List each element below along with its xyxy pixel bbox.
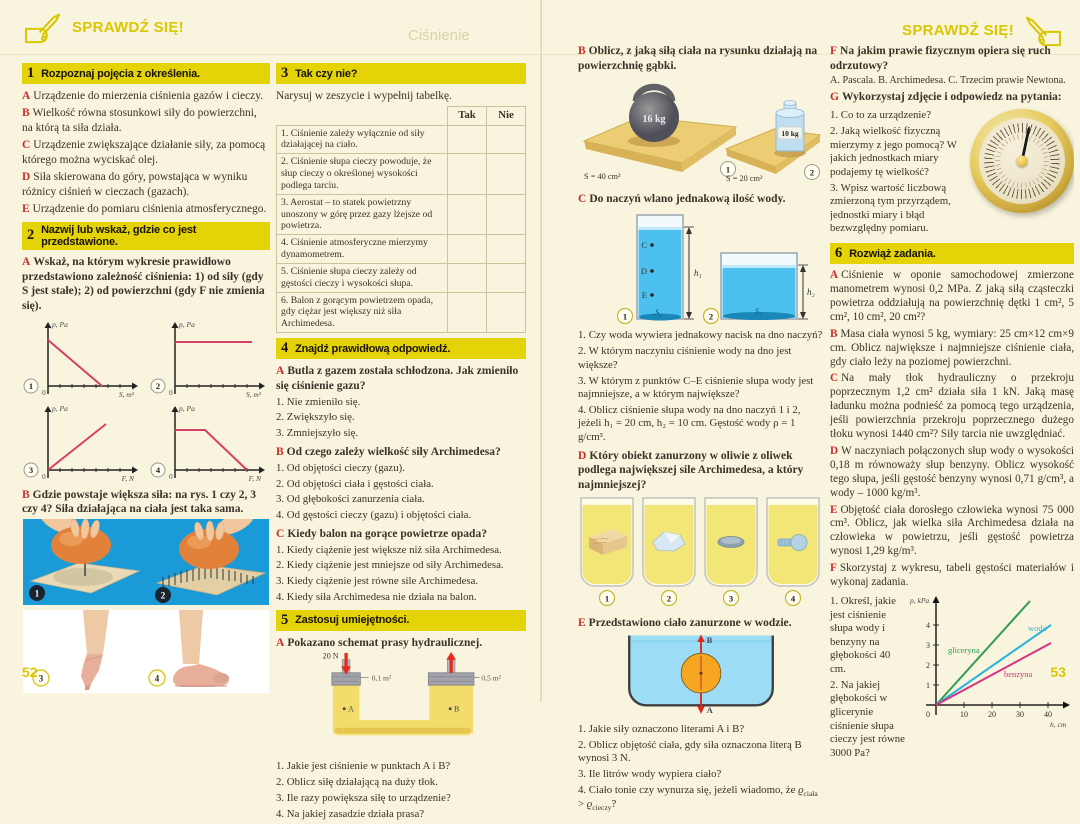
weights-on-sponges-figure (578, 75, 824, 183)
svg-text:4: 4 (790, 593, 796, 604)
definition-item: B Wielkość równa stosunkowi siły do powierzchni, na którą ta siła działa. (22, 107, 257, 134)
yes-cell (448, 194, 487, 234)
exercise-item: D W naczyniach połączonych słup wody o wysokości 0,18 m równoważy słup benzyny. Oblicz wysokość tego słupa, jeśli gęstość benzyny wynosi 0,71 g/cm³, a wody – 1000 kg/m³. (830, 444, 1074, 499)
table-row (277, 125, 526, 154)
svg-text:E: E (641, 290, 647, 301)
page-number-left: 52 (22, 664, 38, 680)
section-6-header (830, 243, 1074, 264)
exercise-item: B Masa ciała wynosi 5 kg, wymiary: 25 cm×12 cm×9 cm. Oblicz największe i najmniejsze ciśnienie ciała, gdy ciało leży na poziomej powierzchni. (830, 327, 1074, 368)
svg-text:10: 10 (960, 709, 968, 719)
check-yourself-badge-left (22, 10, 184, 44)
svg-text:20: 20 (988, 709, 996, 719)
section-number: 5 (281, 611, 289, 628)
question-item: 2. W którym naczyniu ciśnienie wody na dno jest większe? (578, 345, 792, 371)
task-question: F Na jakim prawie fizycznym opiera się ruch odrzutowy? (830, 45, 1051, 72)
ballet-feet-photo (22, 610, 270, 693)
yes-cell (448, 154, 487, 194)
svg-text:20 N: 20 N (322, 652, 339, 661)
barometer-face (979, 118, 1065, 204)
svg-text:1: 1 (926, 680, 930, 690)
question-item: 1. Jakie jest ciśnienie w punktach A i B? (276, 760, 451, 773)
no-cell (487, 263, 526, 292)
task-question: B Oblicz, z jaką siłą ciała na rysunku działają na powierzchnię gąbki. (578, 45, 818, 72)
quiz-option: 2. Kiedy ciążenie jest mniejsze od siły Archimedesa. (276, 559, 504, 572)
svg-text:1: 1 (622, 311, 628, 322)
svg-text:1: 1 (604, 593, 610, 604)
quiz-option: 2. Od objętości ciała i gęstości ciała. (276, 477, 434, 490)
section-3-header (276, 63, 526, 84)
section-2-header (22, 222, 270, 250)
pressure-graphs-figure (22, 316, 270, 484)
svg-text:3: 3 (28, 464, 34, 475)
objects-in-olive-oil-figure (578, 495, 824, 607)
column-3 (578, 44, 824, 815)
exercise-item: C Na mały tłok hydrauliczny o przekroju poprzecznym 1,2 cm² działa siła 1 kN. Jaką masę ładunku można podnieść za pomocą tego urządzenia, jeśli powierzchnia przekroju poprzecznego dużego tłoku wynosi 1440 cm²? Siły tarcia nie uwzględniać. (830, 372, 1074, 441)
column-4 (830, 44, 1074, 763)
section-title: Nazwij lub wskaż, gdzie co jest przedstawione. (41, 223, 197, 248)
column-2 (276, 58, 526, 824)
svg-text:S₁: S₁ (655, 308, 662, 318)
statement-cell: 6. Balon z gorącym powietrzem opada, gdy ciężar jest większy niż siła Archimedesa. (277, 292, 448, 332)
answer-options: A. Pascala. B. Archimedesa. C. Trzecim prawie Newtona. (830, 75, 1066, 87)
svg-text:2: 2 (809, 167, 815, 178)
question-item: 3. W którym z punktów C–E ciśnienie słupa wody jest najmniejsze, a w którym największe? (578, 374, 814, 401)
section-title: Tak czy nie? (295, 67, 358, 80)
statement-cell: 3. Aerostat – to statek powietrzny unoszony w górę przez gazy lżejsze od powietrza. (277, 194, 448, 234)
table-corner (277, 107, 448, 125)
no-cell (487, 194, 526, 234)
svg-text:h₁: h₁ (694, 268, 702, 279)
submerged-body-figure (616, 633, 786, 721)
exercise-item: F Skorzystaj z wykresu, tabeli gęstości materiałów i wykonaj zadania. (830, 562, 1074, 588)
question-item: 1. Jakie siły oznaczono literami A i B? (578, 722, 745, 735)
question-item: 3. Wpisz wartość liczbową zmierzoną tym przyrządem, jednostki miary i błąd bezwzględny pomiaru. (830, 181, 951, 235)
page-number-right: 53 (1050, 664, 1066, 680)
question-item: 2. Oblicz siłę działającą na duży tłok. (276, 776, 438, 789)
svg-text:p, Pa: p, Pa (52, 319, 68, 329)
graph-2 (149, 316, 267, 400)
svg-text:p, Pa: p, Pa (179, 403, 195, 413)
graph-4 (149, 400, 267, 484)
barometer-photo (970, 109, 1074, 213)
svg-text:2: 2 (160, 590, 166, 601)
svg-text:3: 3 (38, 673, 44, 684)
task-question: G Wykorzystaj zdjęcie i odpowiedz na pytania: (830, 91, 1062, 104)
quiz-option: 1. Od objętości cieczy (gazu). (276, 461, 405, 474)
svg-text:40: 40 (1044, 709, 1052, 719)
svg-text:A: A (348, 704, 354, 714)
task-question: D Który obiekt zanurzony w oliwie z oliwek podlega największej sile Archimedesa, a który najmniejszej? (578, 449, 804, 492)
exercise-item: A Ciśnienie w oponie samochodowej zmierzone manometrem wynosi 0,2 MPa. Z jaką siłą cząsteczki powietrza oddziałują na powierzchnię dętki 1 cm², 5 cm², 10 cm², 20 cm²? (830, 269, 1074, 323)
section-number: 1 (27, 65, 35, 81)
svg-text:benzyna: benzyna (1004, 668, 1033, 679)
no-cell (487, 154, 526, 194)
column-1 (22, 58, 270, 698)
svg-text:S = 40 cm²: S = 40 cm² (584, 172, 621, 182)
column-header-yes: Tak (448, 107, 487, 125)
svg-text:S = 20 cm²: S = 20 cm² (726, 174, 763, 184)
section-5-header (276, 610, 526, 631)
question-item: 2. Oblicz objętość ciała, gdy siła oznaczona literą B wynosi 3 N. (578, 738, 802, 765)
quiz-option: 3. Od głębokości zanurzenia ciała. (276, 493, 425, 506)
writing-hand-icon (22, 10, 64, 44)
section-1-header (22, 63, 270, 84)
barometer-block (830, 107, 1074, 238)
svg-text:0: 0 (42, 387, 46, 397)
table-row (277, 154, 526, 194)
svg-text:woda: woda (1028, 622, 1047, 633)
badge-label: SPRAWDŹ SIĘ! (72, 18, 184, 36)
svg-text:F, N: F, N (121, 473, 134, 483)
svg-text:p, Pa: p, Pa (179, 319, 195, 329)
svg-text:2: 2 (155, 380, 161, 391)
section-title: Zastosuj umiejętności. (295, 614, 410, 627)
quiz-option: 2. Zwiększyło się. (276, 411, 355, 424)
chart-questions (830, 593, 906, 763)
section-title: Rozpoznaj pojęcia z określenia. (41, 67, 200, 80)
hydraulic-press-diagram (285, 652, 517, 758)
svg-text:gliceryna: gliceryna (948, 644, 980, 655)
yes-cell (448, 292, 487, 332)
yes-cell (448, 235, 487, 264)
question-item: 4. Na jakiej zasadzie działa prasa? (276, 807, 425, 820)
pressure-depth-chart-block (830, 593, 1074, 763)
exercise-item: E Objętość ciała dorosłego człowieka wynosi 75 000 cm³. Oblicz, jak wielka siła Archimedesa działa na człowieka w powietrzu, jeśli gęstość powietrza wynosi 1,29 kg/m³. (830, 503, 1074, 558)
svg-text:h, cm: h, cm (1050, 719, 1067, 729)
question-item: 2. Jaką wielkość fizyczną mierzymy z jego pomocą? W jakich jednostkach miary podajemy tę wielkość? (830, 125, 957, 178)
yes-no-table (276, 106, 526, 333)
quiz-option: 1. Nie zmieniło się. (276, 395, 361, 408)
no-cell (487, 235, 526, 264)
column-header-no: Nie (487, 107, 526, 125)
quiz-option: 4. Od gęstości cieczy (gazu) i objętości ciała. (276, 509, 472, 522)
svg-text:0: 0 (169, 387, 173, 397)
table-row (277, 235, 526, 264)
svg-text:10 kg: 10 kg (781, 129, 799, 139)
section-title: Rozwiąż zadania. (849, 247, 936, 260)
svg-text:1: 1 (34, 588, 40, 599)
question-item: 3. Ile razy powiększa siłę to urządzenie? (276, 792, 451, 805)
svg-text:F, N: F, N (248, 473, 261, 483)
svg-text:2: 2 (666, 593, 672, 604)
writing-hand-icon (1022, 13, 1064, 47)
task-question: A Wskaż, na którym wykresie prawidłowo przedstawiono zależność ciśnienia: 1) od siły (gdy S jest stałe); 2) od powierzchni (gdy F nie zmienia się). (22, 255, 265, 313)
svg-text:0: 0 (926, 709, 930, 719)
question-item: 1. Określ, jakie jest ciśnienie słupa wody i benzyny na głębokości 40 cm. (830, 595, 896, 675)
section-title: Znajdź prawidłową odpowiedź. (295, 342, 451, 355)
svg-text:S₂: S₂ (755, 307, 762, 317)
definition-item: A Urządzenie do mierzenia ciśnienia gazów i cieczy. (22, 90, 264, 102)
graph-3 (22, 400, 140, 484)
svg-text:S, m²: S, m² (118, 389, 134, 399)
badge-label: SPRAWDŹ SIĘ! (902, 21, 1014, 39)
svg-text:0,1 m²: 0,1 m² (371, 673, 392, 683)
question-item: 2. Na jakiej głębokości w glicerynie ciśnienie słupa cieczy jest równe 3000 Pa? (830, 678, 905, 759)
barometer-hub (1017, 156, 1028, 167)
svg-text:1: 1 (28, 380, 34, 391)
svg-text:4: 4 (926, 620, 930, 630)
task-question: B Gdzie powstaje większa siła: na rys. 1 czy 2, 3 czy 4? Siła działająca na ciała jest taka sama. (22, 488, 256, 516)
section-number: 4 (281, 340, 289, 357)
check-yourself-badge-right (902, 13, 1064, 47)
svg-text:3: 3 (926, 640, 930, 650)
quiz-question: C Kiedy balon na gorące powietrze opada? (276, 527, 487, 540)
svg-text:p, kPa: p, kPa (910, 595, 930, 605)
table-row (277, 263, 526, 292)
svg-text:0: 0 (169, 471, 173, 481)
statement-cell: 5. Ciśnienie słupa cieczy zależy od gęstości cieczy i wysokości słupa. (277, 263, 448, 292)
svg-text:S, m²: S, m² (245, 389, 261, 399)
quiz-option: 3. Kiedy ciążenie jest równe sile Archimedesa. (276, 575, 479, 588)
statement-cell: 1. Ciśnienie zależy wyłącznie od siły działającej na ciało. (277, 125, 448, 154)
svg-text:2: 2 (708, 311, 714, 322)
task-question: E Przedstawiono ciało zanurzone w wodzie. (578, 616, 792, 629)
svg-text:1: 1 (725, 164, 731, 175)
svg-text:30: 30 (1016, 709, 1024, 719)
section-4-header (276, 338, 526, 359)
svg-text:D: D (640, 266, 647, 277)
svg-text:2: 2 (926, 660, 930, 670)
quiz-option: 3. Zmniejszyło się. (276, 427, 359, 440)
svg-text:C: C (641, 240, 647, 251)
table-row (277, 194, 526, 234)
svg-text:A: A (706, 704, 713, 715)
question-item: 3. Ile litrów wody wypiera ciało? (578, 767, 722, 780)
yes-cell (448, 125, 487, 154)
pressure-depth-chart (908, 593, 1074, 731)
two-vessels-figure (581, 209, 821, 327)
question-item: 1. Co to za urządzenie? (830, 109, 932, 122)
quiz-question: B Od czego zależy wielkość siły Archimedesa? (276, 445, 501, 458)
page-gutter (540, 0, 542, 702)
task-question: C Do naczyń wlano jednakową ilość wody. (578, 193, 786, 206)
graph-1 (22, 316, 140, 400)
svg-text:0: 0 (42, 471, 46, 481)
no-cell (487, 292, 526, 332)
question-item: 4. Oblicz ciśnienie słupa wody na dno naczyń 1 i 2, jeżeli h₁ = 20 cm, h₂ = 10 cm. Gęstość wody ρ = 1 g/cm³. (578, 403, 801, 444)
quiz-question: A Butla z gazem została schłodzona. Jak zmieniło się ciśnienie gazu? (276, 365, 519, 392)
quiz-option: 4. Kiedy siła Archimedesa nie działa na balon. (276, 590, 477, 603)
table-row (277, 292, 526, 332)
svg-text:3: 3 (728, 593, 734, 604)
section-intro: Narysuj w zeszycie i wypełnij tabelkę. (276, 90, 452, 102)
svg-text:B: B (706, 634, 713, 645)
svg-text:p, Pa: p, Pa (52, 403, 68, 413)
yes-cell (448, 263, 487, 292)
no-cell (487, 125, 526, 154)
svg-text:h₂: h₂ (807, 287, 815, 298)
svg-text:B: B (454, 704, 460, 714)
svg-text:4: 4 (155, 464, 161, 475)
statement-cell: 4. Ciśnienie atmosferyczne mierzymy dynamometrem. (277, 235, 448, 264)
quiz-option: 1. Kiedy ciążenie jest większe niż siła Archimedesa. (276, 543, 502, 556)
section-number: 3 (281, 65, 289, 81)
running-head-title: Ciśnienie (408, 27, 470, 44)
definition-item: C Urządzenie zwiększające działanie siły, za pomocą którego można wyciskać olej. (22, 139, 266, 166)
task-question: A Pokazano schemat prasy hydraulicznej. (276, 636, 483, 649)
svg-text:16 kg: 16 kg (642, 114, 666, 126)
statement-cell: 2. Ciśnienie słupa cieczy powoduje, że słup cieczy o określonej wysokości podlega tarciu. (277, 154, 448, 194)
svg-text:4: 4 (154, 673, 160, 684)
definition-item: D Siła skierowana do góry, powstająca w wyniku różnicy ciśnień w cieczach (gazach). (22, 171, 248, 198)
section-number: 6 (835, 245, 843, 262)
svg-text:0,5 m²: 0,5 m² (481, 673, 501, 683)
section-number: 2 (27, 227, 35, 244)
question-item: 4. Ciało tonie czy wynurza się, jeżeli wiadomo, że $ϱ_{ciała} > ϱ_{cieczy}$? (578, 783, 818, 813)
definition-item: E Urządzenie do pomiaru ciśnienia atmosferycznego. (22, 203, 267, 216)
balloons-on-nails-photo (22, 519, 270, 605)
question-item: 1. Czy woda wywiera jednakowy nacisk na dno naczyń? (578, 329, 823, 342)
